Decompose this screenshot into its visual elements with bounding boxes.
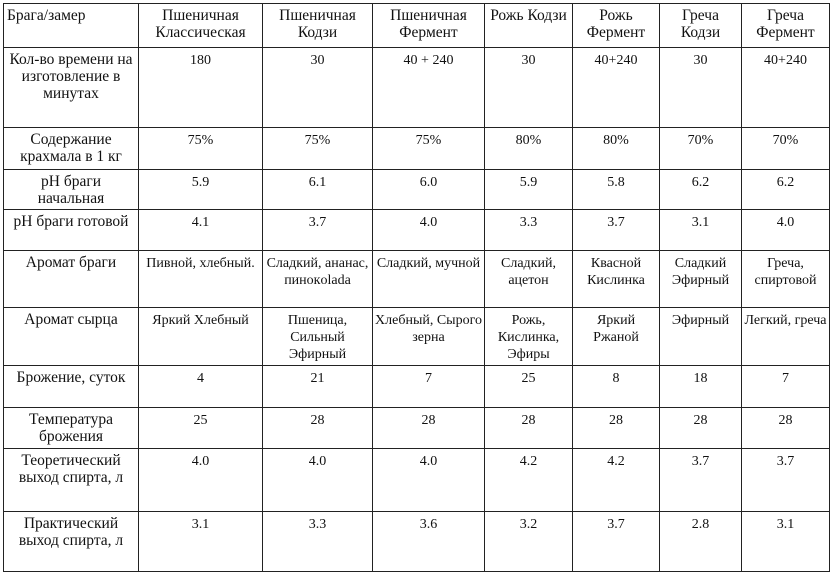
table-cell: 28 — [373, 408, 485, 449]
table-cell: Рожь, Кислинка, Эфиры — [485, 308, 573, 366]
table-cell: 4.1 — [139, 210, 263, 251]
table-row — [4, 170, 830, 210]
row-label: Брожение, суток — [4, 366, 139, 408]
table-cell: 3.3 — [485, 210, 573, 251]
table-row — [4, 449, 830, 512]
table-cell: 28 — [742, 408, 830, 449]
table-cell: 3.2 — [485, 512, 573, 572]
table-cell: 7 — [742, 366, 830, 408]
table-cell: 4.2 — [485, 449, 573, 512]
table-cell: 5.9 — [139, 170, 263, 210]
table-cell: 3.7 — [263, 210, 373, 251]
table-cell: Греча, спиртовой — [742, 251, 830, 308]
table-cell: 7 — [373, 366, 485, 408]
table-cell: 28 — [263, 408, 373, 449]
table-cell: 70% — [742, 128, 830, 170]
table-row — [4, 308, 830, 366]
column-header: Пшеничная Кодзи — [263, 4, 373, 48]
table-row — [4, 48, 830, 128]
table-cell: Яркий Хлебный — [139, 308, 263, 366]
table-cell: 5.9 — [485, 170, 573, 210]
table-cell: 4 — [139, 366, 263, 408]
table-cell: 28 — [660, 408, 742, 449]
table-cell: 4.0 — [373, 449, 485, 512]
table-cell: 4.0 — [373, 210, 485, 251]
table-cell: Яркий Ржаной — [573, 308, 660, 366]
table-cell: 30 — [485, 48, 573, 128]
table-row — [4, 128, 830, 170]
table-cell: 3.1 — [139, 512, 263, 572]
table-cell: Пшеница, Сильный Эфирный — [263, 308, 373, 366]
row-label: Практический выход спирта, л — [4, 512, 139, 572]
table-cell: 80% — [485, 128, 573, 170]
table-cell: 5.8 — [573, 170, 660, 210]
table-cell: 6.2 — [660, 170, 742, 210]
row-label: pH браги готовой — [4, 210, 139, 251]
row-label: Аромат браги — [4, 251, 139, 308]
table-cell: 3.7 — [660, 449, 742, 512]
table-cell: 3.6 — [373, 512, 485, 572]
table-cell: 75% — [263, 128, 373, 170]
table-cell: 30 — [263, 48, 373, 128]
table-cell: 28 — [573, 408, 660, 449]
table-cell: 3.1 — [742, 512, 830, 572]
table-cell: 180 — [139, 48, 263, 128]
table-cell: 80% — [573, 128, 660, 170]
column-header: Греча Кодзи — [660, 4, 742, 48]
table-cell: 18 — [660, 366, 742, 408]
table-cell: 3.7 — [573, 210, 660, 251]
table-cell: 70% — [660, 128, 742, 170]
table-cell: 4.0 — [742, 210, 830, 251]
table-row — [4, 512, 830, 572]
header-row — [4, 4, 830, 48]
column-header: Греча Фермент — [742, 4, 830, 48]
row-label: pH браги начальная — [4, 170, 139, 210]
row-label: Температура брожения — [4, 408, 139, 449]
table-cell: 4.2 — [573, 449, 660, 512]
table-cell: 3.7 — [742, 449, 830, 512]
table-cell: 3.7 — [573, 512, 660, 572]
table-row — [4, 210, 830, 251]
column-header: Рожь Фермент — [573, 4, 660, 48]
table-cell: Сладкий, ацетон — [485, 251, 573, 308]
column-header: Рожь Кодзи — [485, 4, 573, 48]
table-cell: 40+240 — [573, 48, 660, 128]
table-row — [4, 251, 830, 308]
table-cell: 3.3 — [263, 512, 373, 572]
table-cell: 40+240 — [742, 48, 830, 128]
column-header: Пшеничная Фермент — [373, 4, 485, 48]
table-cell: Сладкий, мучной — [373, 251, 485, 308]
brew-comparison-table — [3, 3, 830, 572]
row-label: Теоретический выход спирта, л — [4, 449, 139, 512]
table-cell: Квасной Кислинка — [573, 251, 660, 308]
table-cell: Сладкий Эфирный — [660, 251, 742, 308]
table-cell: Эфирный — [660, 308, 742, 366]
table-cell: 30 — [660, 48, 742, 128]
table-cell: Легкий, греча — [742, 308, 830, 366]
row-label: Кол-во времени на изготовление в минутах — [4, 48, 139, 128]
table-cell: 75% — [139, 128, 263, 170]
table-cell: 4.0 — [139, 449, 263, 512]
table-cell: Хлебный, Сырого зерна — [373, 308, 485, 366]
table-cell: 3.1 — [660, 210, 742, 251]
table-cell: 25 — [139, 408, 263, 449]
row-label: Содержание крахмала в 1 кг — [4, 128, 139, 170]
table-cell: 75% — [373, 128, 485, 170]
table-cell: 8 — [573, 366, 660, 408]
table-cell: 28 — [485, 408, 573, 449]
row-label: Аромат сырца — [4, 308, 139, 366]
table-cell: 4.0 — [263, 449, 373, 512]
table-cell: 6.0 — [373, 170, 485, 210]
table-cell: Сладкий, ананас, пинокolada — [263, 251, 373, 308]
column-header: Пшеничная Классическая — [139, 4, 263, 48]
table-cell: 21 — [263, 366, 373, 408]
table-cell: 40 + 240 — [373, 48, 485, 128]
table-cell: 25 — [485, 366, 573, 408]
corner-header: Брага/замер — [4, 4, 139, 48]
table-cell: Пивной, хлебный. — [139, 251, 263, 308]
table-row — [4, 408, 830, 449]
table-cell: 6.2 — [742, 170, 830, 210]
table-row — [4, 366, 830, 408]
table-cell: 2.8 — [660, 512, 742, 572]
table-cell: 6.1 — [263, 170, 373, 210]
